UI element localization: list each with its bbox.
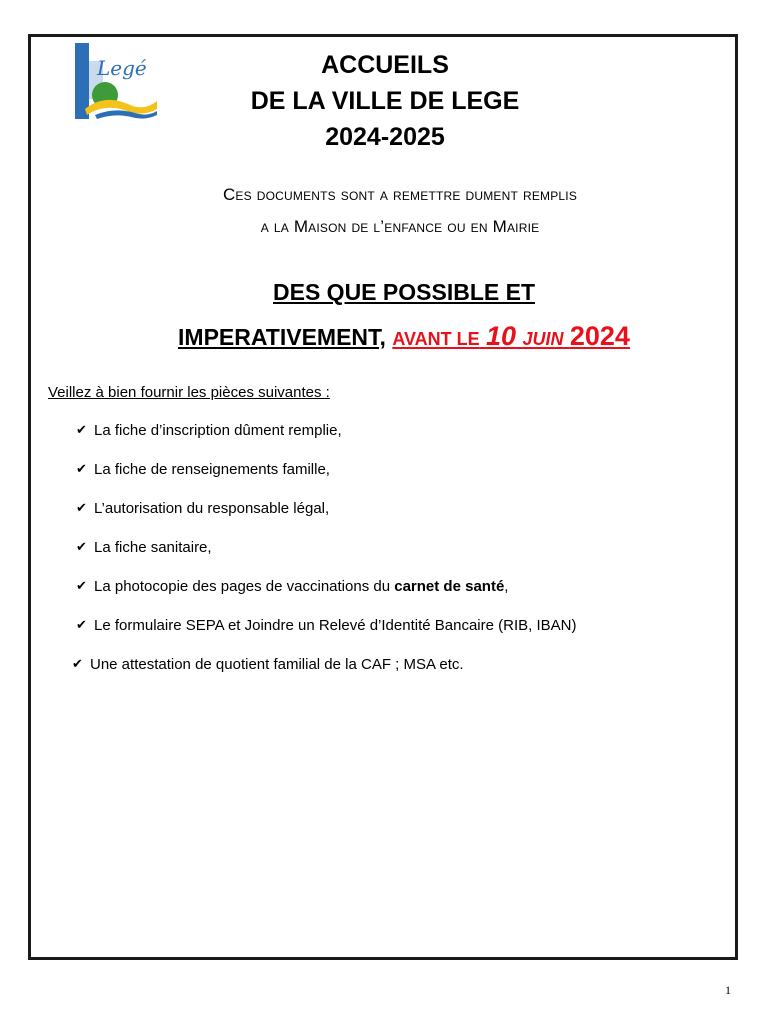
check-icon: ✔: [76, 461, 87, 476]
subtitle-line-1: Ces documents sont a remettre dument remplis: [222, 185, 578, 204]
deadline-day: 10: [486, 321, 517, 351]
list-item: [76, 422, 576, 461]
list-item-text: La fiche de renseignements famille,: [94, 461, 330, 478]
deadline-line-1: DES QUE POSSIBLE ET: [273, 279, 535, 305]
check-icon: ✔: [76, 422, 87, 437]
list-item: [72, 656, 576, 695]
carnet-de-sante: carnet de santé: [394, 578, 505, 595]
logo-text: Legé: [97, 56, 147, 80]
list-item-text: La fiche sanitaire,: [94, 539, 212, 556]
deadline-avant-le: AVANT LE: [392, 329, 480, 349]
list-item-text: Le formulaire SEPA et Joindre un Relevé d’Identité Bancaire (RIB, IBAN): [94, 617, 577, 634]
deadline-notice: [0, 270, 770, 361]
check-icon: ✔: [76, 617, 87, 632]
title-line-2: DE LA VILLE DE LEGE: [250, 87, 520, 115]
deadline-line-2: [0, 314, 770, 361]
document-title: [0, 47, 770, 155]
list-item-text: La fiche d’inscription dûment remplie,: [94, 422, 342, 439]
title-line-1: ACCUEILS: [321, 51, 449, 79]
title-line-3: 2024-2025: [325, 123, 445, 151]
deadline-year: 2024: [569, 321, 630, 351]
deadline-imperative: IMPERATIVEMENT,: [178, 324, 386, 350]
list-item: [76, 539, 576, 578]
check-icon: ✔: [76, 578, 87, 593]
list-item: [76, 461, 576, 500]
list-item: [76, 617, 576, 656]
list-item-text: L’autorisation du responsable légal,: [94, 500, 330, 517]
list-item: [76, 578, 576, 617]
list-item-text: La photocopie des pages de vaccinations du carnet de santé,: [94, 578, 509, 595]
page-number: 1: [725, 983, 731, 997]
list-item: [76, 500, 576, 539]
list-item-text: Une attestation de quotient familial de la CAF ; MSA etc.: [90, 656, 464, 673]
documents-intro: Veillez à bien fournir les pièces suivantes :: [48, 384, 330, 401]
check-icon: ✔: [76, 500, 87, 515]
required-documents-list: [72, 422, 577, 695]
subtitle-line-2: a la Maison de l’enfance ou en Mairie: [260, 217, 540, 236]
deadline-date: [392, 321, 630, 351]
check-icon: ✔: [76, 539, 87, 554]
check-icon: ✔: [72, 656, 83, 671]
deadline-month: JUIN: [522, 329, 564, 349]
submission-instructions: [0, 179, 770, 243]
